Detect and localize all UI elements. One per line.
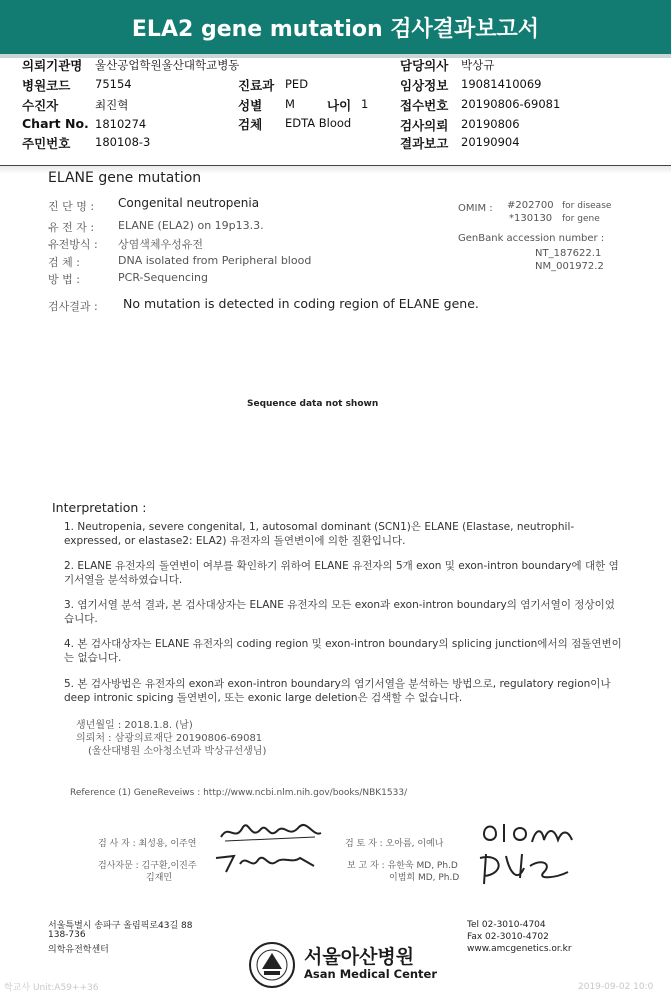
dept-label: 진료과 — [238, 78, 275, 93]
reviewer-label: 검 토 자 : 오아름, 이예나 — [345, 839, 444, 849]
resident-label: 주민번호 — [22, 136, 71, 151]
interpretation-item: 3. 염기서열 분석 결과, 본 검사대상자는 ELANE 유전자의 모든 exon과 exon-intron boundary의 염기서열이 정상이었습니다. — [64, 599, 615, 625]
interpretation-item: 5. 본 검사방법은 유전자의 exon과 exon-intron boundary의 염기서열을 분석하는 방법으로, regulatory region이나 deep intronic spicing 돌연변이, 또는 exonic large deletion은 검색할 수 없습니다. — [64, 678, 611, 704]
address-line-1: 서울특별시 송파구 올림픽로43길 88 — [48, 921, 193, 931]
result-value: No mutation is detected in coding region of ELANE gene. — [123, 296, 479, 311]
sequence-note: Sequence data not shown — [247, 399, 379, 409]
institution-label: 의뢰기관명 — [22, 58, 83, 73]
footer-tel: Tel 02-3010-4704 — [467, 920, 546, 930]
institution-value: 울산공업학원울산대학교병동 — [95, 58, 240, 72]
clinical-value: 19081410069 — [461, 77, 542, 91]
genbank-label: GenBank accession number : — [458, 233, 605, 244]
genbank-nt: NT_187622.1 — [535, 248, 602, 259]
reporter-label-2: 이범희 MD, Ph.D — [389, 873, 460, 883]
clinical-label: 임상정보 — [400, 78, 449, 93]
specimen-label: 검체 — [238, 117, 263, 132]
hospital-name-en: Asan Medical Center — [304, 967, 438, 981]
requester-detail: (울산대병원 소아청소년과 박상규선생님) — [88, 746, 267, 757]
footer-fax: Fax 02-3010-4702 — [467, 932, 549, 942]
receipt-value: 20190806-69081 — [461, 97, 561, 111]
requester: 의뢰처 : 삼광의료재단 20190806-69081 — [76, 733, 263, 744]
report-heading: ELANE gene mutation — [48, 170, 202, 186]
tester2-label: 검사자문 : 김구환,이진주 — [98, 861, 197, 871]
inheritance-label: 유전방식 : — [48, 238, 98, 251]
report-date-label: 결과보고 — [400, 136, 449, 151]
chart-value: 1810274 — [95, 117, 147, 131]
age-value: 1 — [361, 97, 369, 111]
sex-value: M — [285, 97, 295, 111]
reporter-signature — [472, 848, 572, 890]
request-value: 20190806 — [461, 117, 520, 131]
report-title: ELA2 gene mutation 검사결과보고서 — [131, 17, 540, 42]
dept-value: PED — [285, 77, 309, 91]
omim-gene: *130130 — [509, 213, 553, 224]
method-label: 방 법 : — [48, 273, 80, 286]
specimen-body-label: 검 체 : — [48, 256, 80, 269]
omim-label: OMIM : — [458, 203, 493, 214]
gene-label: 유 전 자 : — [48, 221, 95, 234]
diagnosis-label: 진 단 명 : — [48, 200, 95, 213]
interpretation-heading: Interpretation : — [52, 500, 147, 515]
reference: Reference (1) GeneReveiws : http://www.ncbi.nlm.nih.gov/books/NBK1533/ — [70, 788, 408, 798]
recipient-value: 최진혁 — [95, 98, 129, 112]
diagnosis-value: Congenital neutropenia — [118, 196, 260, 210]
title-bar — [0, 0, 671, 58]
sex-label: 성별 — [238, 98, 263, 113]
interpretation-item: 1. Neutropenia, severe congenital, 1, autosomal dominant (SCN1)은 ELANE (Elastase, neutrophil-expressed, or elastase2: ELA2) 유전자의 돌연변이에 의한 질환입니다. — [64, 521, 575, 547]
age-label: 나이 — [327, 98, 352, 113]
address-line-2: 138-736 — [48, 930, 86, 940]
request-label: 검사의뢰 — [400, 118, 449, 133]
method-value: PCR-Sequencing — [118, 271, 208, 284]
resident-value: 180108-3 — [95, 135, 151, 149]
gene-value: ELANE (ELA2) on 19p13.3. — [118, 219, 264, 232]
tester2-label-2: 김재민 — [146, 873, 173, 883]
recipient-label: 수진자 — [22, 98, 59, 113]
specimen-body-value: DNA isolated from Peripheral blood — [118, 254, 312, 267]
genbank-nm: NM_001972.2 — [535, 261, 604, 272]
footer-web: www.amcgenetics.or.kr — [467, 944, 572, 954]
interpretation-item: 4. 본 검사대상자는 ELANE 유전자의 coding region 및 exon-intron boundary의 splicing junction에서의 점돌연변이는 없습니다. — [64, 638, 622, 664]
birth-date: 생년월일 : 2018.1.8. (남) — [76, 720, 193, 731]
doctor-value: 박상규 — [461, 58, 495, 72]
omim-disease-note: for disease — [562, 201, 612, 211]
report-date-value: 20190904 — [461, 135, 520, 149]
reporter-label: 보 고 자 : 유한욱 MD, Ph.D — [347, 861, 458, 871]
chart-label: Chart No. — [22, 116, 89, 131]
hospital-name-ko: 서울아산병원 — [304, 946, 415, 968]
footer-timestamp-watermark: 2019-09-02 10:0 — [578, 982, 654, 992]
tester-label: 검 사 자 : 최성용, 이주연 — [98, 839, 197, 849]
hospital-code-label: 병원코드 — [22, 78, 71, 93]
tester2-signature — [210, 846, 325, 876]
interpretation-item: 2. ELANE 유전자의 돌연변이 여부를 확인하기 위하여 ELANE 유전자의 5개 exon 및 exon-intron boundary에 대한 염기서열을 분석하였습니다. — [64, 560, 619, 586]
specimen-value: EDTA Blood — [285, 116, 352, 130]
omim-gene-note: for gene — [562, 214, 600, 224]
reviewer-signature — [478, 818, 578, 848]
inheritance-value: 상염색체우성유전 — [118, 238, 204, 251]
omim-disease: #202700 — [507, 200, 554, 211]
doctor-label: 담당의사 — [400, 58, 449, 73]
hospital-code-value: 75154 — [95, 77, 132, 91]
footer-unit-watermark: 학교사 Unit:A59++36 — [4, 983, 99, 993]
result-label: 검사결과 : — [48, 300, 98, 313]
tester-signature — [215, 815, 325, 847]
address-line-3: 의학유전학센터 — [48, 945, 109, 955]
asan-seal-logo — [248, 941, 296, 989]
receipt-label: 접수번호 — [400, 98, 449, 113]
